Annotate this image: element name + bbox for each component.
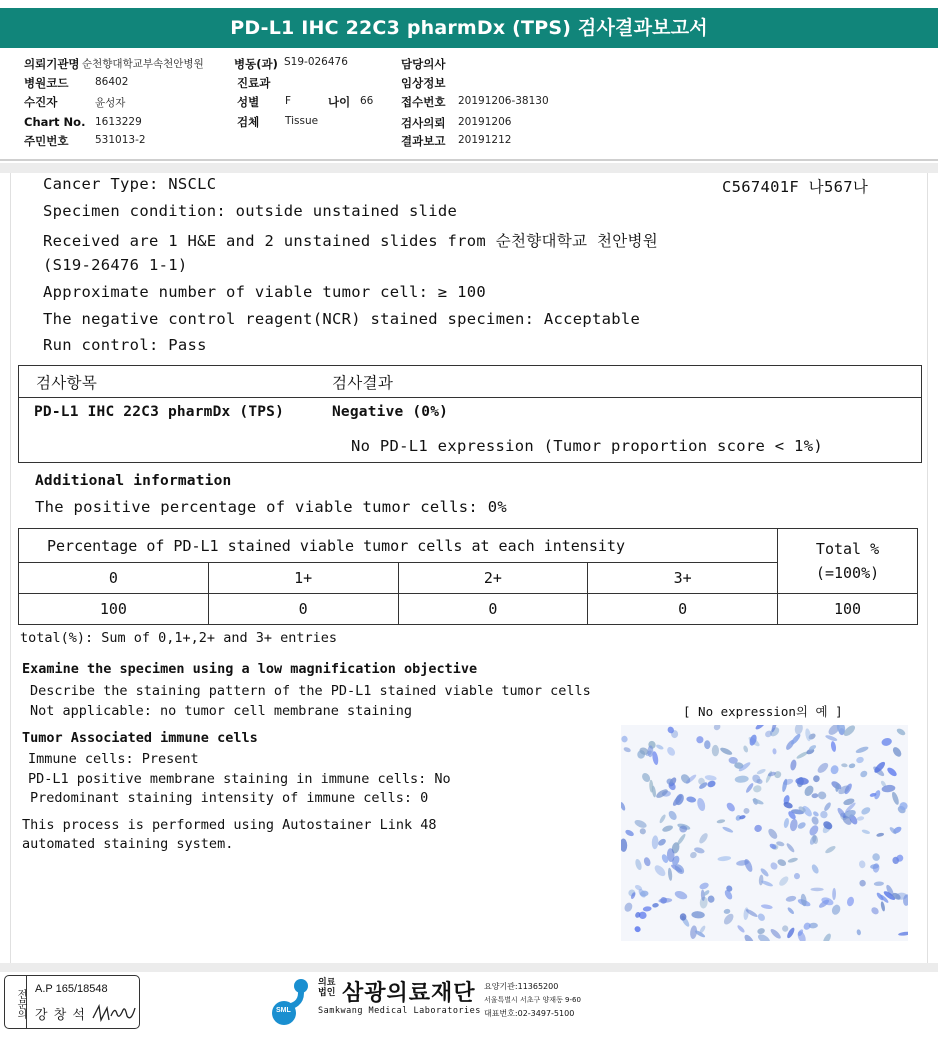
cell-nucleus bbox=[823, 801, 832, 812]
cell-nucleus bbox=[891, 746, 903, 759]
cell-nucleus bbox=[698, 832, 710, 845]
clinical-info-label: 임상정보 bbox=[401, 76, 446, 90]
corp-label-1: 의료 bbox=[318, 978, 336, 988]
cell-nucleus bbox=[756, 768, 766, 775]
slide-id: (S19-26476 1-1) bbox=[43, 256, 188, 274]
cell-nucleus bbox=[769, 861, 779, 871]
dept-label: 진료과 bbox=[237, 76, 271, 90]
cell-nucleus bbox=[855, 756, 864, 764]
value-1plus: 0 bbox=[208, 594, 398, 625]
chart-value: 1613229 bbox=[95, 116, 142, 128]
cell-nucleus bbox=[658, 814, 666, 824]
patient-header bbox=[0, 48, 938, 161]
pathologist-stamp bbox=[4, 975, 140, 1029]
exam-request-value: 20191206 bbox=[458, 116, 512, 128]
specimen-value: Tissue bbox=[285, 115, 319, 127]
value-0: 100 bbox=[19, 594, 209, 625]
cell-nucleus bbox=[830, 741, 837, 752]
cell-nucleus bbox=[633, 925, 641, 933]
cell-nucleus bbox=[848, 763, 856, 769]
value-total: 100 bbox=[778, 594, 918, 625]
cell-nucleus bbox=[722, 826, 734, 834]
cell-nucleus bbox=[743, 807, 750, 814]
total-header-2: (=100%) bbox=[815, 564, 880, 582]
cell-nucleus bbox=[712, 745, 719, 756]
additional-text: The positive percentage of viable tumor cells: 0% bbox=[35, 498, 507, 516]
cell-nucleus bbox=[817, 790, 828, 800]
cell-nucleus bbox=[707, 895, 715, 903]
cell-nucleus bbox=[891, 791, 901, 806]
cell-nucleus bbox=[621, 801, 626, 811]
cell-nucleus bbox=[871, 852, 882, 863]
lab-info-1: 요양기관:11365200 bbox=[484, 982, 559, 991]
resident-value: 531013-2 bbox=[95, 134, 146, 146]
cell-nucleus bbox=[811, 888, 824, 892]
cell-nucleus bbox=[706, 780, 716, 789]
cell-nucleus bbox=[781, 925, 789, 933]
cell-nucleus bbox=[794, 873, 801, 880]
no-expression-example-image bbox=[621, 725, 908, 941]
image-caption: [ No expression의 예 ] bbox=[683, 704, 843, 719]
received-slides: Received are 1 H&E and 2 unstained slides from 순천향대학교 천안병원 bbox=[43, 232, 659, 250]
cell-nucleus bbox=[639, 911, 647, 919]
receipt-value: 20191206-38130 bbox=[458, 95, 549, 107]
cell-nucleus bbox=[810, 815, 820, 826]
cell-nucleus bbox=[787, 906, 795, 915]
cell-nucleus bbox=[639, 828, 647, 835]
cell-nucleus bbox=[881, 737, 893, 747]
sml-logo-icon bbox=[272, 976, 324, 1028]
additional-heading: Additional information bbox=[35, 473, 232, 489]
lab-info-2: 서울특별시 서초구 양재동 9-60 bbox=[484, 996, 581, 1004]
signature-icon bbox=[91, 1002, 137, 1024]
cell-nucleus bbox=[734, 775, 749, 783]
viable-cells: Approximate number of viable tumor cell: ≥ 100 bbox=[43, 283, 487, 301]
cell-nucleus bbox=[778, 875, 791, 888]
specimen-label: 검체 bbox=[237, 115, 260, 129]
immune-heading: Tumor Associated immune cells bbox=[22, 730, 258, 746]
ncr-status: The negative control reagent(NCR) stained specimen: Acceptable bbox=[43, 310, 641, 328]
col-item-header: 검사항목 bbox=[36, 374, 98, 392]
cell-nucleus bbox=[758, 874, 763, 885]
cell-nucleus bbox=[846, 896, 855, 907]
requesting-org-label: 의뢰기관명 bbox=[24, 57, 80, 71]
cell-nucleus bbox=[789, 818, 798, 831]
cell-nucleus bbox=[676, 833, 687, 846]
cell-nucleus bbox=[743, 933, 756, 941]
patient-label: 수진자 bbox=[24, 95, 58, 109]
cell-nucleus bbox=[874, 881, 884, 886]
process-line-1: This process is performed using Autostainer Link 48 bbox=[22, 817, 437, 833]
level-3plus: 3+ bbox=[588, 563, 778, 594]
cell-nucleus bbox=[785, 842, 795, 853]
value-2plus: 0 bbox=[398, 594, 588, 625]
cell-nucleus bbox=[812, 774, 821, 783]
cell-nucleus bbox=[880, 901, 886, 912]
hospital-code-value: 86402 bbox=[95, 76, 129, 88]
header-separator bbox=[0, 163, 938, 173]
cell-nucleus bbox=[802, 921, 812, 931]
cell-nucleus bbox=[830, 903, 842, 916]
cell-nucleus bbox=[652, 903, 659, 908]
immune-line-3: Predominant staining intensity of immune cells: 0 bbox=[30, 790, 429, 806]
cell-nucleus bbox=[624, 829, 635, 838]
ward-label: 병동(과) bbox=[234, 57, 278, 71]
cell-nucleus bbox=[804, 728, 811, 742]
cell-nucleus bbox=[667, 868, 672, 882]
examine-line-2: Not applicable: no tumor cell membrane staining bbox=[30, 703, 413, 719]
cell-nucleus bbox=[830, 764, 840, 775]
report-title: PD-L1 IHC 22C3 pharmDx (TPS) 검사결과보고서 bbox=[0, 8, 938, 48]
cell-nucleus bbox=[686, 796, 697, 804]
cell-nucleus bbox=[695, 735, 705, 745]
cell-nucleus bbox=[743, 907, 749, 920]
specialist-label: 전문의 bbox=[5, 976, 27, 1028]
cell-nucleus bbox=[783, 818, 790, 829]
result-report-value: 20191212 bbox=[458, 134, 512, 146]
cell-nucleus bbox=[876, 832, 884, 837]
cell-nucleus bbox=[841, 763, 848, 768]
immune-line-2: PD-L1 positive membrane staining in immune cells: No bbox=[28, 771, 451, 787]
cell-nucleus bbox=[859, 879, 867, 887]
license-number: A.P 165/18548 bbox=[35, 983, 108, 995]
receipt-label: 접수번호 bbox=[401, 95, 446, 109]
cell-nucleus bbox=[761, 904, 773, 910]
cell-nucleus bbox=[736, 924, 745, 933]
cell-nucleus bbox=[621, 735, 628, 743]
cell-nucleus bbox=[719, 746, 733, 756]
cell-nucleus bbox=[658, 898, 672, 904]
cell-nucleus bbox=[790, 733, 802, 746]
cell-nucleus bbox=[696, 797, 707, 812]
ward-value: S19-026476 bbox=[284, 56, 348, 68]
level-0: 0 bbox=[19, 563, 209, 594]
cell-nucleus bbox=[772, 748, 777, 755]
resident-label: 주민번호 bbox=[24, 134, 69, 148]
cell-nucleus bbox=[643, 856, 652, 867]
cell-nucleus bbox=[716, 819, 725, 824]
intensity-table bbox=[18, 528, 918, 625]
cell-nucleus bbox=[653, 863, 668, 878]
exam-request-label: 검사의뢰 bbox=[401, 116, 446, 130]
cell-nucleus bbox=[787, 857, 798, 864]
cell-nucleus bbox=[898, 931, 908, 936]
cell-nucleus bbox=[754, 725, 766, 731]
cell-nucleus bbox=[633, 818, 647, 829]
hospital-code-label: 병원코드 bbox=[24, 76, 69, 90]
table-footnote: total(%): Sum of 0,1+,2+ and 3+ entries bbox=[20, 630, 337, 646]
cell-nucleus bbox=[756, 932, 771, 941]
cell-nucleus bbox=[674, 889, 689, 900]
result-table bbox=[18, 365, 922, 463]
stained-cells-micrograph bbox=[621, 725, 908, 941]
lab-info-3: 대표번호:02-3497-5100 bbox=[484, 1009, 575, 1018]
cell-nucleus bbox=[860, 806, 872, 816]
immune-line-1: Immune cells: Present bbox=[28, 751, 199, 767]
value-3plus: 0 bbox=[588, 594, 778, 625]
cell-nucleus bbox=[757, 927, 766, 935]
cell-nucleus bbox=[794, 725, 804, 735]
cell-nucleus bbox=[621, 838, 627, 852]
cell-nucleus bbox=[824, 845, 836, 855]
patient-value: 윤성자 bbox=[95, 97, 126, 109]
specimen-condition: Specimen condition: outside unstained slide bbox=[43, 202, 458, 220]
total-header bbox=[778, 529, 918, 594]
cell-nucleus bbox=[816, 761, 830, 775]
cell-nucleus bbox=[753, 824, 763, 834]
cell-nucleus bbox=[742, 745, 748, 753]
footer-separator bbox=[0, 963, 938, 972]
cell-nucleus bbox=[812, 810, 819, 817]
cell-nucleus bbox=[722, 912, 735, 926]
examine-heading: Examine the specimen using a low magnification objective bbox=[22, 661, 478, 677]
total-header-1: Total % bbox=[815, 540, 880, 558]
cell-nucleus bbox=[704, 774, 717, 781]
lab-name-en: Samkwang Medical Laboratories bbox=[318, 1006, 481, 1016]
cell-nucleus bbox=[623, 901, 634, 913]
cell-nucleus bbox=[657, 838, 667, 848]
cancer-type: Cancer Type: NSCLC bbox=[43, 175, 217, 193]
examine-line-1: Describe the staining pattern of the PD-L1 stained viable tumor cells bbox=[30, 683, 591, 699]
cell-nucleus bbox=[712, 725, 721, 732]
intensity-header: Percentage of PD-L1 stained viable tumor cells at each intensity bbox=[19, 529, 778, 563]
sex-value: F bbox=[285, 95, 292, 107]
cell-nucleus bbox=[769, 927, 782, 940]
cell-nucleus bbox=[725, 801, 736, 813]
cell-nucleus bbox=[810, 863, 820, 874]
test-item: PD-L1 IHC 22C3 pharmDx (TPS) bbox=[34, 404, 285, 420]
right-rule bbox=[927, 173, 928, 965]
cell-nucleus bbox=[634, 858, 643, 871]
cell-nucleus bbox=[665, 746, 676, 758]
cell-nucleus bbox=[643, 906, 652, 912]
cell-nucleus bbox=[752, 785, 762, 794]
cell-nucleus bbox=[811, 793, 818, 798]
cell-nucleus bbox=[858, 860, 866, 869]
cell-nucleus bbox=[861, 829, 870, 835]
cell-nucleus bbox=[745, 782, 755, 794]
cell-nucleus bbox=[651, 835, 658, 849]
case-code: C567401F 나567나 bbox=[722, 178, 869, 196]
cell-nucleus bbox=[623, 746, 631, 753]
level-2plus: 2+ bbox=[398, 563, 588, 594]
physician-label: 담당의사 bbox=[401, 57, 446, 71]
requesting-org-value: 순천향대학교부속천안병원 bbox=[82, 58, 204, 70]
left-rule bbox=[10, 173, 11, 965]
cell-nucleus bbox=[886, 766, 898, 778]
level-1plus: 1+ bbox=[208, 563, 398, 594]
cell-nucleus bbox=[717, 856, 731, 862]
cell-nucleus bbox=[856, 816, 864, 822]
cell-nucleus bbox=[856, 929, 861, 936]
cell-nucleus bbox=[870, 906, 880, 916]
cell-nucleus bbox=[767, 827, 780, 840]
cell-nucleus bbox=[855, 745, 869, 754]
cell-nucleus bbox=[896, 727, 907, 736]
process-line-2: automated staining system. bbox=[22, 836, 234, 852]
cell-nucleus bbox=[756, 912, 766, 922]
cell-nucleus bbox=[822, 932, 833, 941]
cell-nucleus bbox=[776, 858, 787, 867]
cell-nucleus bbox=[832, 888, 836, 900]
age-value: 66 bbox=[360, 95, 374, 107]
chart-label: Chart No. bbox=[24, 115, 86, 129]
cell-nucleus bbox=[790, 759, 798, 771]
cell-nucleus bbox=[820, 810, 828, 818]
cell-nucleus bbox=[661, 824, 673, 833]
corp-label-2: 법인 bbox=[318, 988, 336, 998]
run-control: Run control: Pass bbox=[43, 336, 207, 354]
logo-abbr: SML bbox=[276, 1007, 291, 1014]
result-report-label: 결과보고 bbox=[401, 134, 446, 148]
cell-nucleus bbox=[797, 821, 807, 830]
test-result: Negative (0%) bbox=[332, 404, 449, 420]
cell-nucleus bbox=[699, 881, 710, 890]
sex-label: 성별 bbox=[237, 95, 260, 109]
cell-nucleus bbox=[691, 911, 705, 919]
col-result-header: 검사결과 bbox=[332, 374, 394, 392]
lab-name-kr: 삼광의료재단 bbox=[342, 981, 476, 1006]
age-label: 나이 bbox=[328, 95, 351, 109]
cell-nucleus bbox=[704, 740, 711, 749]
cell-nucleus bbox=[723, 908, 730, 914]
result-detail: No PD-L1 expression (Tumor proportion score < 1%) bbox=[351, 437, 823, 455]
cell-nucleus bbox=[667, 809, 678, 821]
pathologist-name: 강 창 석 bbox=[35, 1008, 86, 1023]
cell-nucleus bbox=[785, 895, 797, 903]
cell-nucleus bbox=[825, 734, 838, 742]
result-table-divider bbox=[19, 397, 921, 398]
cell-nucleus bbox=[859, 769, 869, 778]
cell-nucleus bbox=[655, 744, 664, 751]
